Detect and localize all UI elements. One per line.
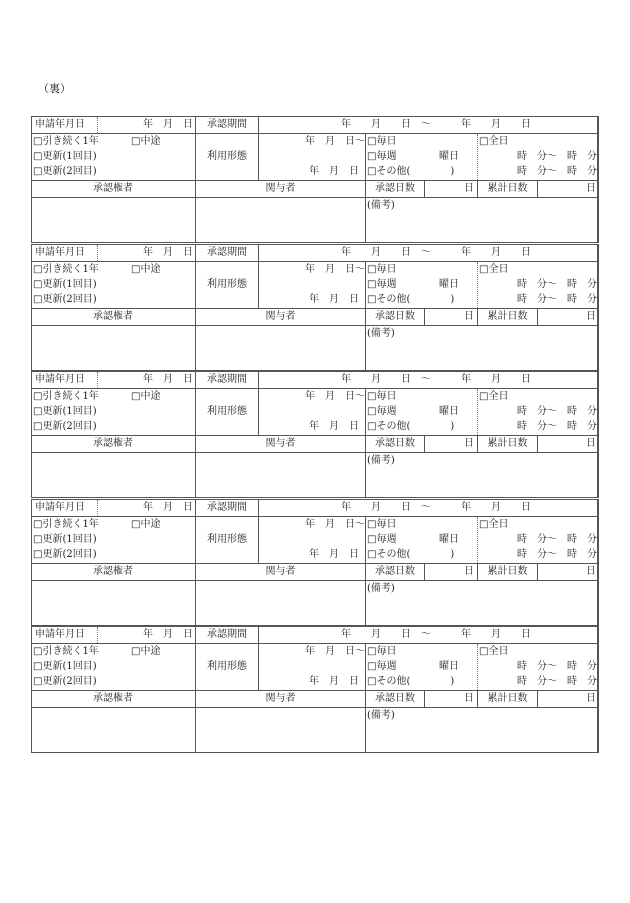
time-range-field-1[interactable]: 時 分〜 時 分 (517, 533, 597, 545)
usage-from-date-field[interactable]: 年 月 日〜 (305, 646, 365, 657)
continue-1yr-checkbox[interactable]: □引き続く1年 (33, 646, 99, 657)
renewal-2-checkbox[interactable]: □更新(2回目) (33, 676, 97, 687)
usage-from-date-field[interactable]: 年 月 日〜 (305, 518, 365, 530)
weekly-checkbox[interactable]: □毎週 (367, 278, 397, 290)
renewal-1-checkbox[interactable]: □更新(1回目) (33, 278, 97, 290)
continue-1yr-checkbox[interactable]: □引き続く1年 (33, 263, 99, 275)
daily-checkbox[interactable]: □毎日 (367, 391, 397, 402)
time-range-field-2[interactable]: 時 分〜 時 分 (517, 548, 597, 560)
approval-period-field[interactable]: 年 月 日 〜 年 月 日 (341, 501, 531, 513)
involved-party-field[interactable] (196, 453, 365, 497)
usage-type-label: 利用形態 (207, 406, 247, 417)
midway-checkbox[interactable]: □中途 (131, 136, 161, 147)
approver-label: 承認権者 (93, 183, 133, 194)
usage-to-date-field[interactable]: 年 月 日 (309, 676, 359, 687)
continue-1yr-checkbox[interactable]: □引き続く1年 (33, 391, 99, 402)
approval-period-field[interactable]: 年 月 日 〜 年 月 日 (341, 374, 531, 385)
daily-checkbox[interactable]: □毎日 (367, 646, 397, 657)
approval-record-block-2 (31, 244, 599, 371)
approver-field[interactable] (31, 326, 195, 370)
involved-party-label: 関与者 (265, 693, 296, 704)
approval-period-label: 承認期間 (207, 246, 247, 258)
continue-1yr-checkbox[interactable]: □引き続く1年 (33, 518, 99, 530)
midway-checkbox[interactable]: □中途 (131, 391, 161, 402)
application-date-field[interactable]: 年 月 日 (143, 501, 193, 513)
cumulative-days-field[interactable]: 日 (586, 438, 596, 449)
weekly-checkbox[interactable]: □毎週 (367, 151, 397, 162)
approver-field[interactable] (31, 453, 195, 497)
cumulative-days-label: 累計日数 (487, 183, 528, 194)
approved-days-field[interactable]: 日 (464, 565, 474, 577)
weekday-field[interactable]: 曜日 (439, 533, 459, 545)
remarks-label: (備考) (367, 710, 395, 721)
cumulative-days-label: 累計日数 (487, 565, 528, 577)
approver-label: 承認権者 (93, 693, 133, 704)
approver-label: 承認権者 (93, 438, 133, 449)
usage-type-label: 利用形態 (207, 661, 247, 672)
approval-record-block-1 (31, 116, 599, 243)
weekday-field[interactable]: 曜日 (439, 278, 459, 290)
daily-checkbox[interactable]: □毎日 (367, 518, 397, 530)
usage-to-date-field[interactable]: 年 月 日 (309, 548, 359, 560)
application-date-field[interactable]: 年 月 日 (143, 119, 193, 130)
renewal-2-checkbox[interactable]: □更新(2回目) (33, 421, 97, 432)
application-date-label: 申請年月日 (35, 119, 85, 130)
remarks-label: (備考) (367, 455, 395, 466)
usage-from-date-field[interactable]: 年 月 日〜 (305, 136, 365, 147)
involved-party-field[interactable] (196, 581, 365, 625)
weekly-checkbox[interactable]: □毎週 (367, 406, 397, 417)
approval-record-block-5 (31, 626, 599, 753)
renewal-2-checkbox[interactable]: □更新(2回目) (33, 166, 97, 177)
approver-field[interactable] (31, 581, 195, 625)
approved-days-field[interactable]: 日 (464, 310, 474, 322)
other-checkbox[interactable]: □その他( ) (367, 676, 455, 687)
time-range-field-2[interactable]: 時 分〜 時 分 (517, 676, 597, 687)
midway-checkbox[interactable]: □中途 (131, 646, 161, 657)
application-date-label: 申請年月日 (35, 629, 85, 640)
remarks-label: (備考) (367, 327, 395, 339)
involved-party-label: 関与者 (265, 183, 296, 194)
cumulative-days-label: 累計日数 (487, 310, 528, 322)
involved-party-label: 関与者 (265, 438, 296, 449)
weekly-checkbox[interactable]: □毎週 (367, 661, 397, 672)
cumulative-days-label: 累計日数 (487, 693, 528, 704)
remarks-label: (備考) (367, 200, 395, 211)
involved-party-label: 関与者 (265, 310, 296, 322)
usage-type-label: 利用形態 (207, 151, 247, 162)
weekly-checkbox[interactable]: □毎週 (367, 533, 397, 545)
midway-checkbox[interactable]: □中途 (131, 518, 161, 530)
usage-to-date-field[interactable]: 年 月 日 (309, 421, 359, 432)
renewal-1-checkbox[interactable]: □更新(1回目) (33, 406, 97, 417)
approver-label: 承認権者 (93, 565, 133, 577)
usage-from-date-field[interactable]: 年 月 日〜 (305, 391, 365, 402)
approved-days-label: 承認日数 (375, 438, 415, 449)
time-range-field-2[interactable]: 時 分〜 時 分 (517, 421, 597, 432)
approval-period-field[interactable]: 年 月 日 〜 年 月 日 (341, 629, 531, 640)
involved-party-field[interactable] (196, 708, 365, 752)
all-day-checkbox[interactable]: □全日 (479, 391, 509, 402)
time-range-field-2[interactable]: 時 分〜 時 分 (517, 166, 597, 177)
weekday-field[interactable]: 曜日 (439, 151, 459, 162)
approval-record-block-4 (31, 499, 599, 626)
usage-from-date-field[interactable]: 年 月 日〜 (305, 263, 365, 275)
continue-1yr-checkbox[interactable]: □引き続く1年 (33, 136, 99, 147)
midway-checkbox[interactable]: □中途 (131, 263, 161, 275)
approval-period-field[interactable]: 年 月 日 〜 年 月 日 (341, 246, 531, 258)
all-day-checkbox[interactable]: □全日 (479, 518, 509, 530)
usage-type-label: 利用形態 (207, 278, 247, 290)
approved-days-field[interactable]: 日 (464, 693, 474, 704)
approved-days-label: 承認日数 (375, 565, 415, 577)
cumulative-days-field[interactable]: 日 (586, 310, 596, 322)
all-day-checkbox[interactable]: □全日 (479, 646, 509, 657)
approval-record-block-3 (31, 371, 599, 498)
remarks-label: (備考) (367, 582, 395, 594)
approver-field[interactable] (31, 708, 195, 752)
renewal-1-checkbox[interactable]: □更新(1回目) (33, 533, 97, 545)
involved-party-field[interactable] (196, 326, 365, 370)
approved-days-label: 承認日数 (375, 183, 415, 194)
application-date-label: 申請年月日 (35, 374, 85, 385)
usage-to-date-field[interactable]: 年 月 日 (309, 166, 359, 177)
time-range-field-2[interactable]: 時 分〜 時 分 (517, 293, 597, 305)
cumulative-days-field[interactable]: 日 (586, 693, 596, 704)
application-date-field[interactable]: 年 月 日 (143, 246, 193, 258)
other-checkbox[interactable]: □その他( ) (367, 166, 455, 177)
approved-days-field[interactable]: 日 (464, 438, 474, 449)
other-checkbox[interactable]: □その他( ) (367, 421, 455, 432)
time-range-field-1[interactable]: 時 分〜 時 分 (517, 278, 597, 290)
involved-party-field[interactable] (196, 198, 365, 242)
application-date-field[interactable]: 年 月 日 (143, 374, 193, 385)
cumulative-days-field[interactable]: 日 (586, 565, 596, 577)
approved-days-label: 承認日数 (375, 693, 415, 704)
usage-to-date-field[interactable]: 年 月 日 (309, 293, 359, 305)
approver-label: 承認権者 (93, 310, 133, 322)
cumulative-days-label: 累計日数 (487, 438, 528, 449)
renewal-2-checkbox[interactable]: □更新(2回目) (33, 548, 97, 560)
daily-checkbox[interactable]: □毎日 (367, 136, 397, 147)
approval-period-label: 承認期間 (207, 374, 247, 385)
approved-days-field[interactable]: 日 (464, 183, 474, 194)
application-date-field[interactable]: 年 月 日 (143, 629, 193, 640)
other-checkbox[interactable]: □その他( ) (367, 293, 455, 305)
approval-period-label: 承認期間 (207, 629, 247, 640)
renewal-1-checkbox[interactable]: □更新(1回目) (33, 151, 97, 162)
all-day-checkbox[interactable]: □全日 (479, 136, 509, 147)
time-range-field-1[interactable]: 時 分〜 時 分 (517, 406, 597, 417)
application-date-label: 申請年月日 (35, 246, 85, 258)
time-range-field-1[interactable]: 時 分〜 時 分 (517, 661, 597, 672)
weekday-field[interactable]: 曜日 (439, 661, 459, 672)
renewal-2-checkbox[interactable]: □更新(2回目) (33, 293, 97, 305)
application-date-label: 申請年月日 (35, 501, 85, 513)
other-checkbox[interactable]: □その他( ) (367, 548, 455, 560)
approval-period-field[interactable]: 年 月 日 〜 年 月 日 (341, 119, 531, 130)
weekday-field[interactable]: 曜日 (439, 406, 459, 417)
time-range-field-1[interactable]: 時 分〜 時 分 (517, 151, 597, 162)
renewal-1-checkbox[interactable]: □更新(1回目) (33, 661, 97, 672)
approved-days-label: 承認日数 (375, 310, 415, 322)
daily-checkbox[interactable]: □毎日 (367, 263, 397, 275)
usage-type-label: 利用形態 (207, 533, 247, 545)
approval-period-label: 承認期間 (207, 119, 247, 130)
cumulative-days-field[interactable]: 日 (586, 183, 596, 194)
page-side-label: （裏） (38, 82, 71, 95)
approval-period-label: 承認期間 (207, 501, 247, 513)
involved-party-label: 関与者 (265, 565, 296, 577)
all-day-checkbox[interactable]: □全日 (479, 263, 509, 275)
approver-field[interactable] (31, 198, 195, 242)
